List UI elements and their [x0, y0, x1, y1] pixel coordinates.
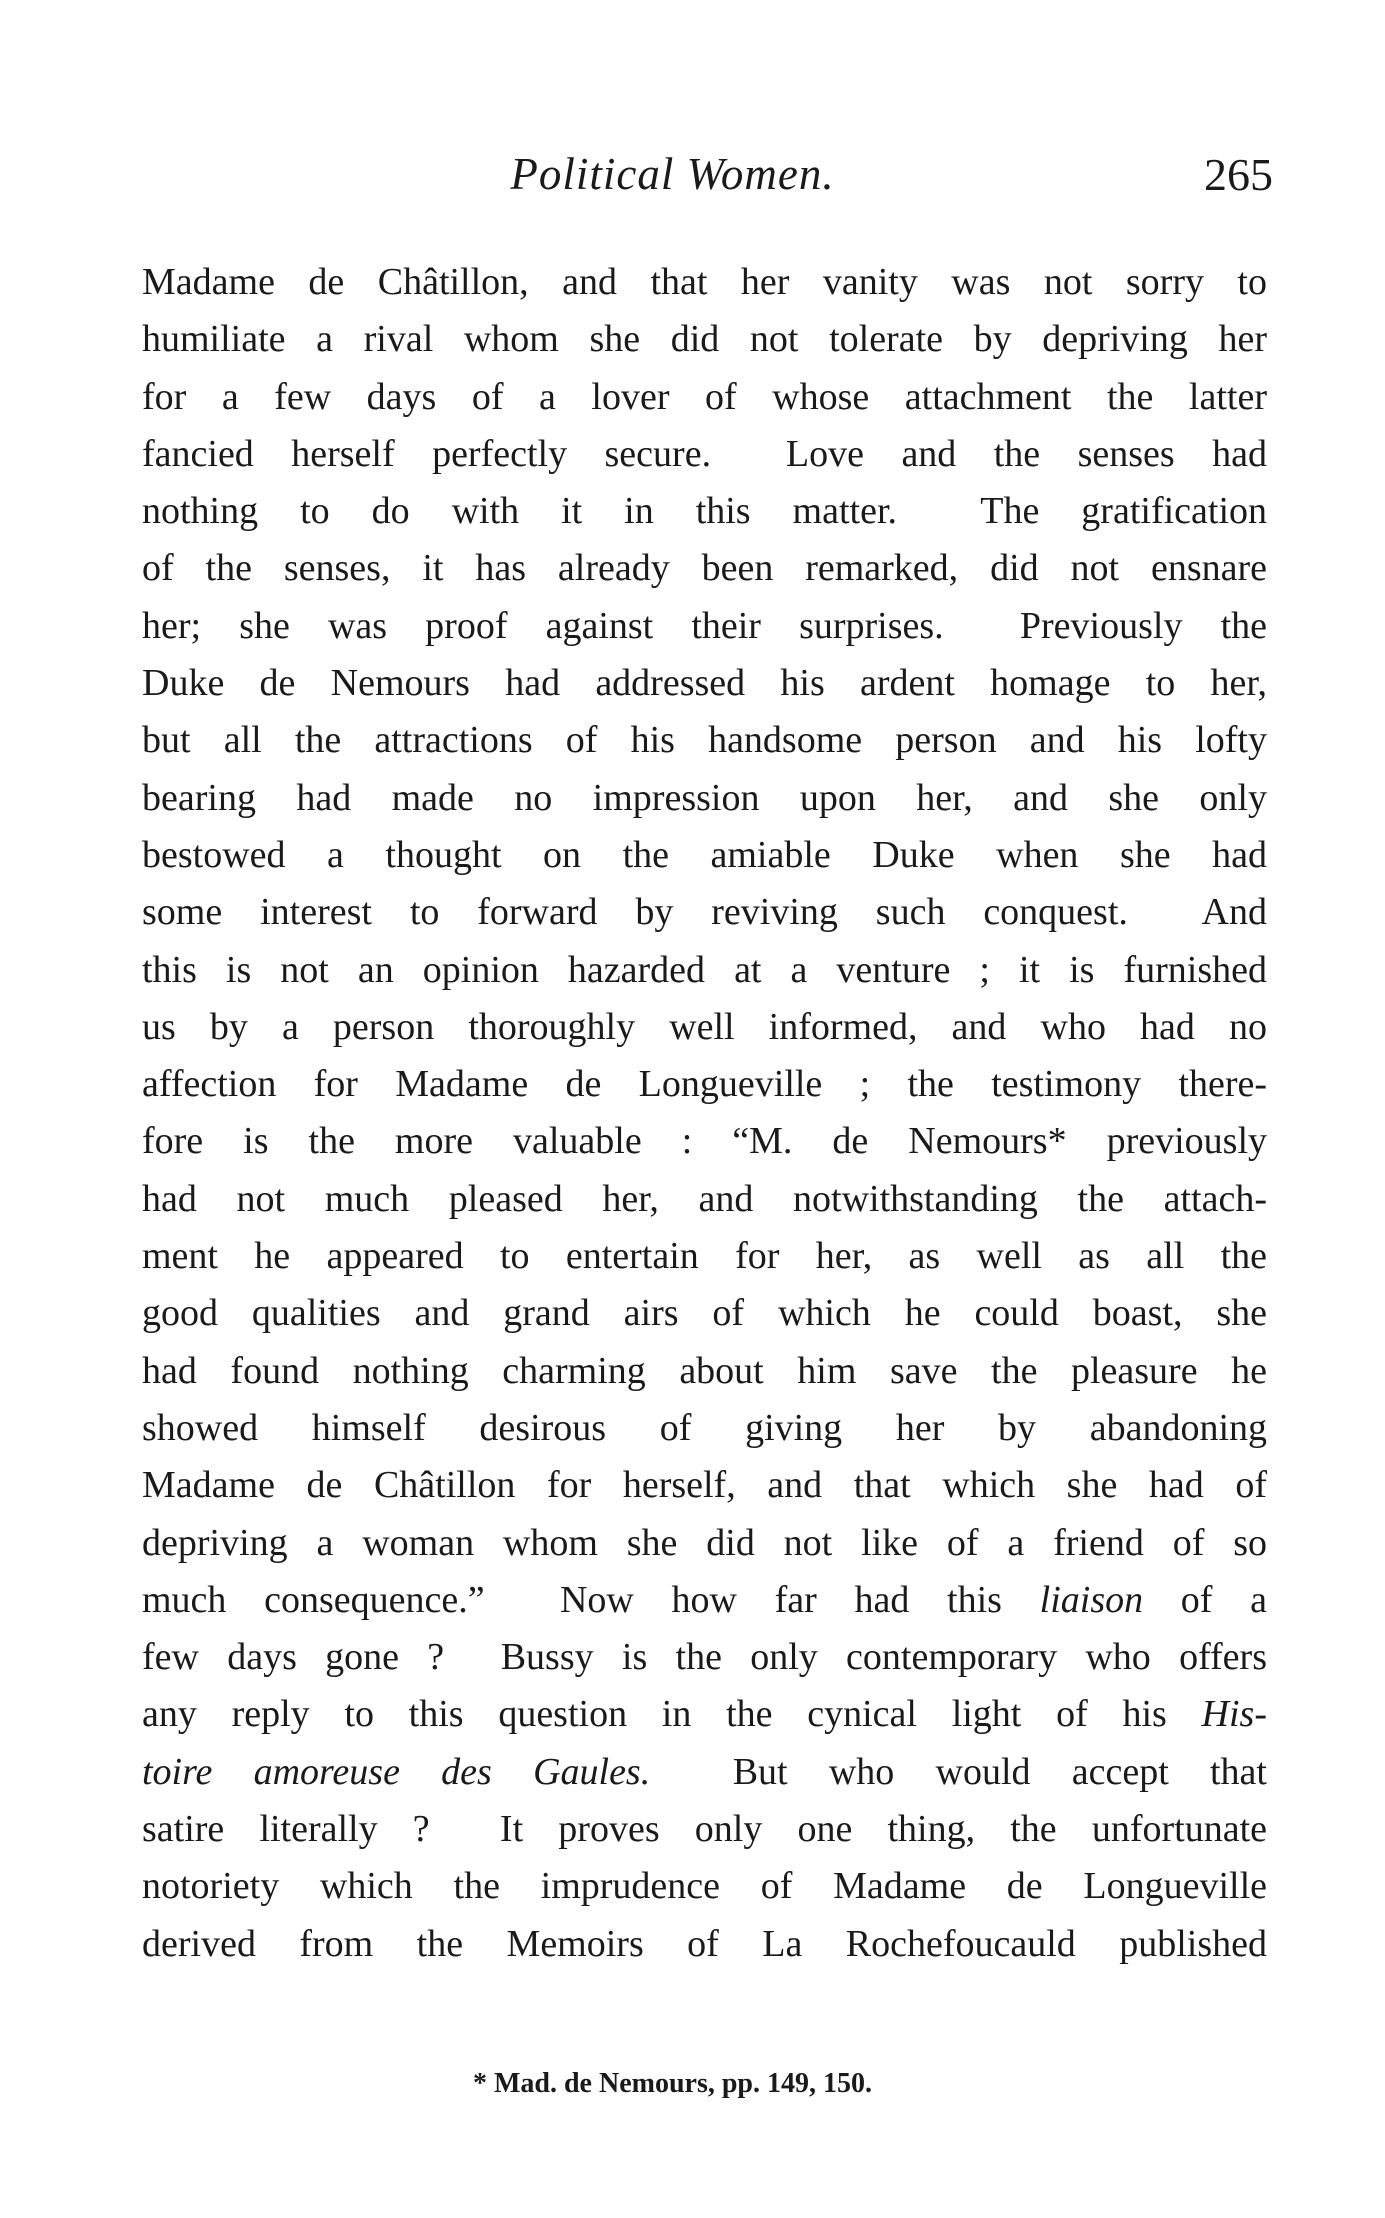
text-segment: fancied herself perfectly secure. Love and the senses had [142, 432, 1267, 475]
text-line [142, 483, 1267, 540]
text-line [142, 1515, 1267, 1572]
text-line [142, 540, 1267, 597]
text-line [142, 1400, 1267, 1457]
text-line [142, 827, 1267, 884]
text-line [142, 884, 1267, 941]
text-line [142, 1228, 1267, 1285]
text-segment: had found nothing charming about him save the pleasure he [142, 1349, 1267, 1392]
text-line [142, 1343, 1267, 1400]
text-segment: any reply to this question in the cynical light of his [142, 1693, 1202, 1736]
text-line [142, 1457, 1267, 1514]
text-line [142, 1801, 1267, 1858]
text-segment: some interest to forward by reviving such conquest. And [142, 891, 1267, 934]
running-header-title: Political Women. [510, 149, 835, 199]
page-number: 265 [1204, 149, 1273, 200]
text-segment: of the senses, it has already been remarked, did not ensnare [142, 547, 1267, 590]
text-segment: showed himself desirous of giving her by abandoning [142, 1406, 1267, 1449]
text-segment: depriving a woman whom she did not like of a friend of so [142, 1521, 1267, 1564]
italic-text-segment: toire amoreuse des Gaules. [142, 1750, 651, 1793]
text-segment: fore is the more valuable : “M. de Nemours* previously [142, 1120, 1267, 1163]
body-text [142, 254, 1267, 1973]
text-segment: Madame de Châtillon, and that her vanity was not sorry to [142, 261, 1267, 303]
text-segment: But who would accept that [650, 1750, 1267, 1793]
text-line [142, 655, 1267, 712]
text-line [142, 1744, 1267, 1801]
text-segment: her; she was proof against their surprises. Previously the [142, 604, 1267, 647]
text-line [142, 1858, 1267, 1915]
text-segment: satire literally ? It proves only one thing, the unfortunate [142, 1808, 1267, 1851]
text-line [142, 1686, 1267, 1743]
text-segment: had not much pleased her, and notwithstanding the attach- [142, 1177, 1267, 1220]
text-line [142, 942, 1267, 999]
text-line [142, 369, 1267, 426]
text-segment: for a few days of a lover of whose attachment the latter [142, 375, 1267, 418]
footnote: * Mad. de Nemours, pp. 149, 150. [472, 2068, 872, 2099]
text-segment: bestowed a thought on the amiable Duke when she had [142, 833, 1267, 876]
text-segment: notoriety which the imprudence of Madame de Longueville [142, 1865, 1267, 1908]
text-segment: but all the attractions of his handsome person and his lofty [142, 719, 1267, 762]
text-line [142, 770, 1267, 827]
text-segment: bearing had made no impression upon her, and she only [142, 776, 1267, 819]
text-line [142, 1629, 1267, 1686]
text-line [142, 254, 1267, 311]
text-line [142, 311, 1267, 368]
text-line [142, 712, 1267, 769]
text-segment: this is not an opinion hazarded at a venture ; it is furnished [142, 948, 1267, 991]
italic-text-segment: liaison [1039, 1578, 1144, 1621]
text-segment: much consequence.” Now how far had this [142, 1578, 1040, 1621]
text-line [142, 1113, 1267, 1170]
text-segment: good qualities and grand airs of which he could boast, she [142, 1292, 1267, 1335]
text-line [142, 426, 1267, 483]
text-segment: us by a person thoroughly well informed, and who had no [142, 1005, 1267, 1048]
italic-text-segment: His- [1201, 1693, 1267, 1736]
text-line [142, 1285, 1267, 1342]
text-segment: nothing to do with it in this matter. The gratification [142, 490, 1267, 533]
text-segment: ment he appeared to entertain for her, as well as all the [142, 1235, 1267, 1278]
text-segment: of a [1143, 1578, 1267, 1621]
text-line [142, 1056, 1267, 1113]
text-line [142, 1916, 1267, 1973]
text-line [142, 1572, 1267, 1629]
text-line [142, 598, 1267, 655]
text-line [142, 1171, 1267, 1228]
text-segment: affection for Madame de Longueville ; the testimony there- [142, 1063, 1267, 1106]
text-line [142, 999, 1267, 1056]
text-segment: derived from the Memoirs of La Rochefoucauld published [142, 1922, 1267, 1965]
text-segment: Madame de Châtillon for herself, and that which she had of [142, 1464, 1267, 1507]
text-segment: few days gone ? Bussy is the only contemporary who offers [142, 1636, 1267, 1679]
text-segment: humiliate a rival whom she did not tolerate by depriving her [142, 318, 1267, 361]
text-segment: Duke de Nemours had addressed his ardent homage to her, [142, 662, 1267, 705]
